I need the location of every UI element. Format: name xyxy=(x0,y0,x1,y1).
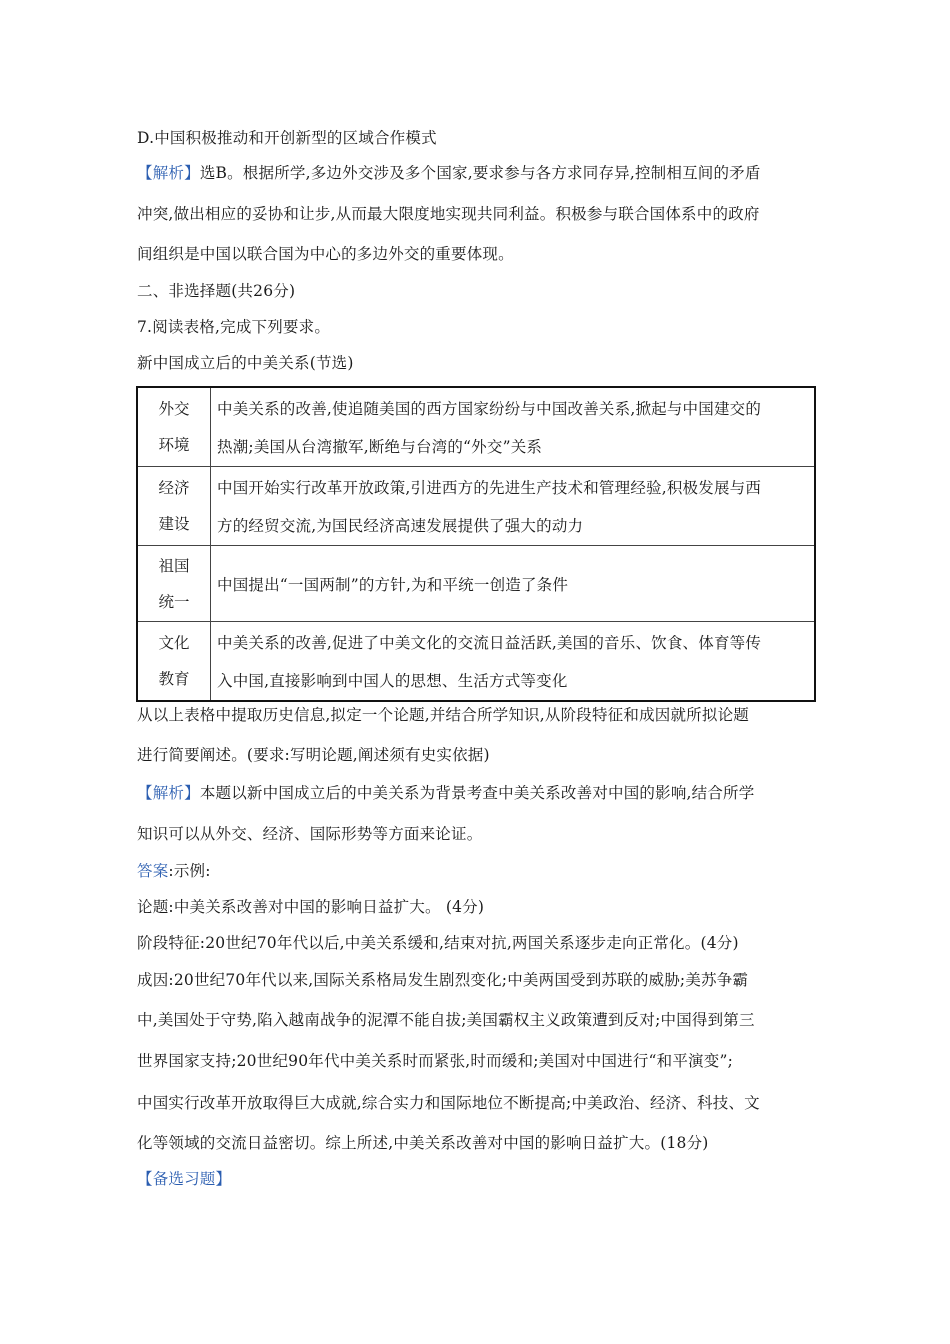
answer-thesis: 论题:中美关系改善对中国的影响日益扩大。 (4分) xyxy=(137,898,485,916)
table-row xyxy=(137,546,815,622)
row-head: 外交 环境 xyxy=(137,387,211,467)
q6-analysis-line-3: 间组织是中国以联合国为中心的多边外交的重要体现。 xyxy=(137,245,514,263)
answer-label: 答案 xyxy=(137,862,169,880)
analysis-tag: 【解析】 xyxy=(137,164,200,182)
row-text: 中美关系的改善,促进了中美文化的交流日益活跃,美国的音乐、饮食、体育等传 入中国,直接影响到中国人的思想、生活方式等变化 xyxy=(211,622,816,702)
q7-prompt: 7.阅读表格,完成下列要求。 xyxy=(137,318,331,336)
relations-table xyxy=(136,386,816,702)
q7-analysis-line-1: 【解析】本题以新中国成立后的中美关系为背景考查中美关系改善对中国的影响,结合所学 xyxy=(137,784,755,802)
q7-analysis-line-2: 知识可以从外交、经济、国际形势等方面来论证。 xyxy=(137,825,483,843)
requirement-line-1: 从以上表格中提取历史信息,拟定一个论题,并结合所学知识,从阶段特征和成因就所拟论题 xyxy=(137,706,749,724)
requirement-line-2: 进行简要阐述。(要求:写明论题,阐述须有史实依据) xyxy=(137,746,490,764)
table-title: 新中国成立后的中美关系(节选) xyxy=(137,354,354,372)
row-head: 经济 建设 xyxy=(137,467,211,546)
section-title: 二、非选择题(共26分) xyxy=(137,282,296,300)
answer-cause-line-3: 世界国家支持;20世纪90年代中美关系时而紧张,时而缓和;美国对中国进行“和平演变”; xyxy=(137,1052,733,1070)
row-text: 中美关系的改善,使追随美国的西方国家纷纷与中国改善关系,掀起与中国建交的 热潮;美国从台湾撤军,断绝与台湾的“外交”关系 xyxy=(211,387,816,467)
answer-cause-line-1: 成因:20世纪70年代以来,国际关系格局发生剧烈变化;中美两国受到苏联的威胁;美苏争霸 xyxy=(137,971,749,989)
row-head: 祖国 统一 xyxy=(137,546,211,622)
row-head: 文化 教育 xyxy=(137,622,211,702)
analysis-tag: 【解析】 xyxy=(137,784,200,802)
row-text: 中国提出“一国两制”的方针,为和平统一创造了条件 xyxy=(211,546,816,622)
q6-analysis-line-1: 【解析】选B。根据所学,多边外交涉及多个国家,要求参与各方求同存异,控制相互间的矛盾 xyxy=(137,164,761,182)
table-row xyxy=(137,387,815,467)
q6-analysis-line-2: 冲突,做出相应的妥协和让步,从而最大限度地实现共同利益。积极参与联合国体系中的政府 xyxy=(137,205,760,223)
answer-stage: 阶段特征:20世纪70年代以后,中美关系缓和,结束对抗,两国关系逐步走向正常化。(4分) xyxy=(137,934,739,952)
answer-intro: 答案:示例: xyxy=(137,862,211,880)
row-text: 中国开始实行改革开放政策,引进西方的先进生产技术和管理经验,积极发展与西 方的经贸交流,为国民经济高速发展提供了强大的动力 xyxy=(211,467,816,546)
table-row xyxy=(137,467,815,546)
backup-title: 【备选习题】 xyxy=(137,1170,232,1188)
answer-cause-line-2: 中,美国处于守势,陷入越南战争的泥潭不能自拔;美国霸权主义政策遭到反对;中国得到第三 xyxy=(137,1011,755,1029)
table-row xyxy=(137,622,815,702)
answer-cause-line-4: 中国实行改革开放取得巨大成就,综合实力和国际地位不断提高;中美政治、经济、科技、文 xyxy=(137,1094,760,1112)
answer-cause-line-5: 化等领域的交流日益密切。综上所述,中美关系改善对中国的影响日益扩大。(18分) xyxy=(137,1134,709,1152)
option-d: D.中国积极推动和开创新型的区域合作模式 xyxy=(137,129,437,147)
